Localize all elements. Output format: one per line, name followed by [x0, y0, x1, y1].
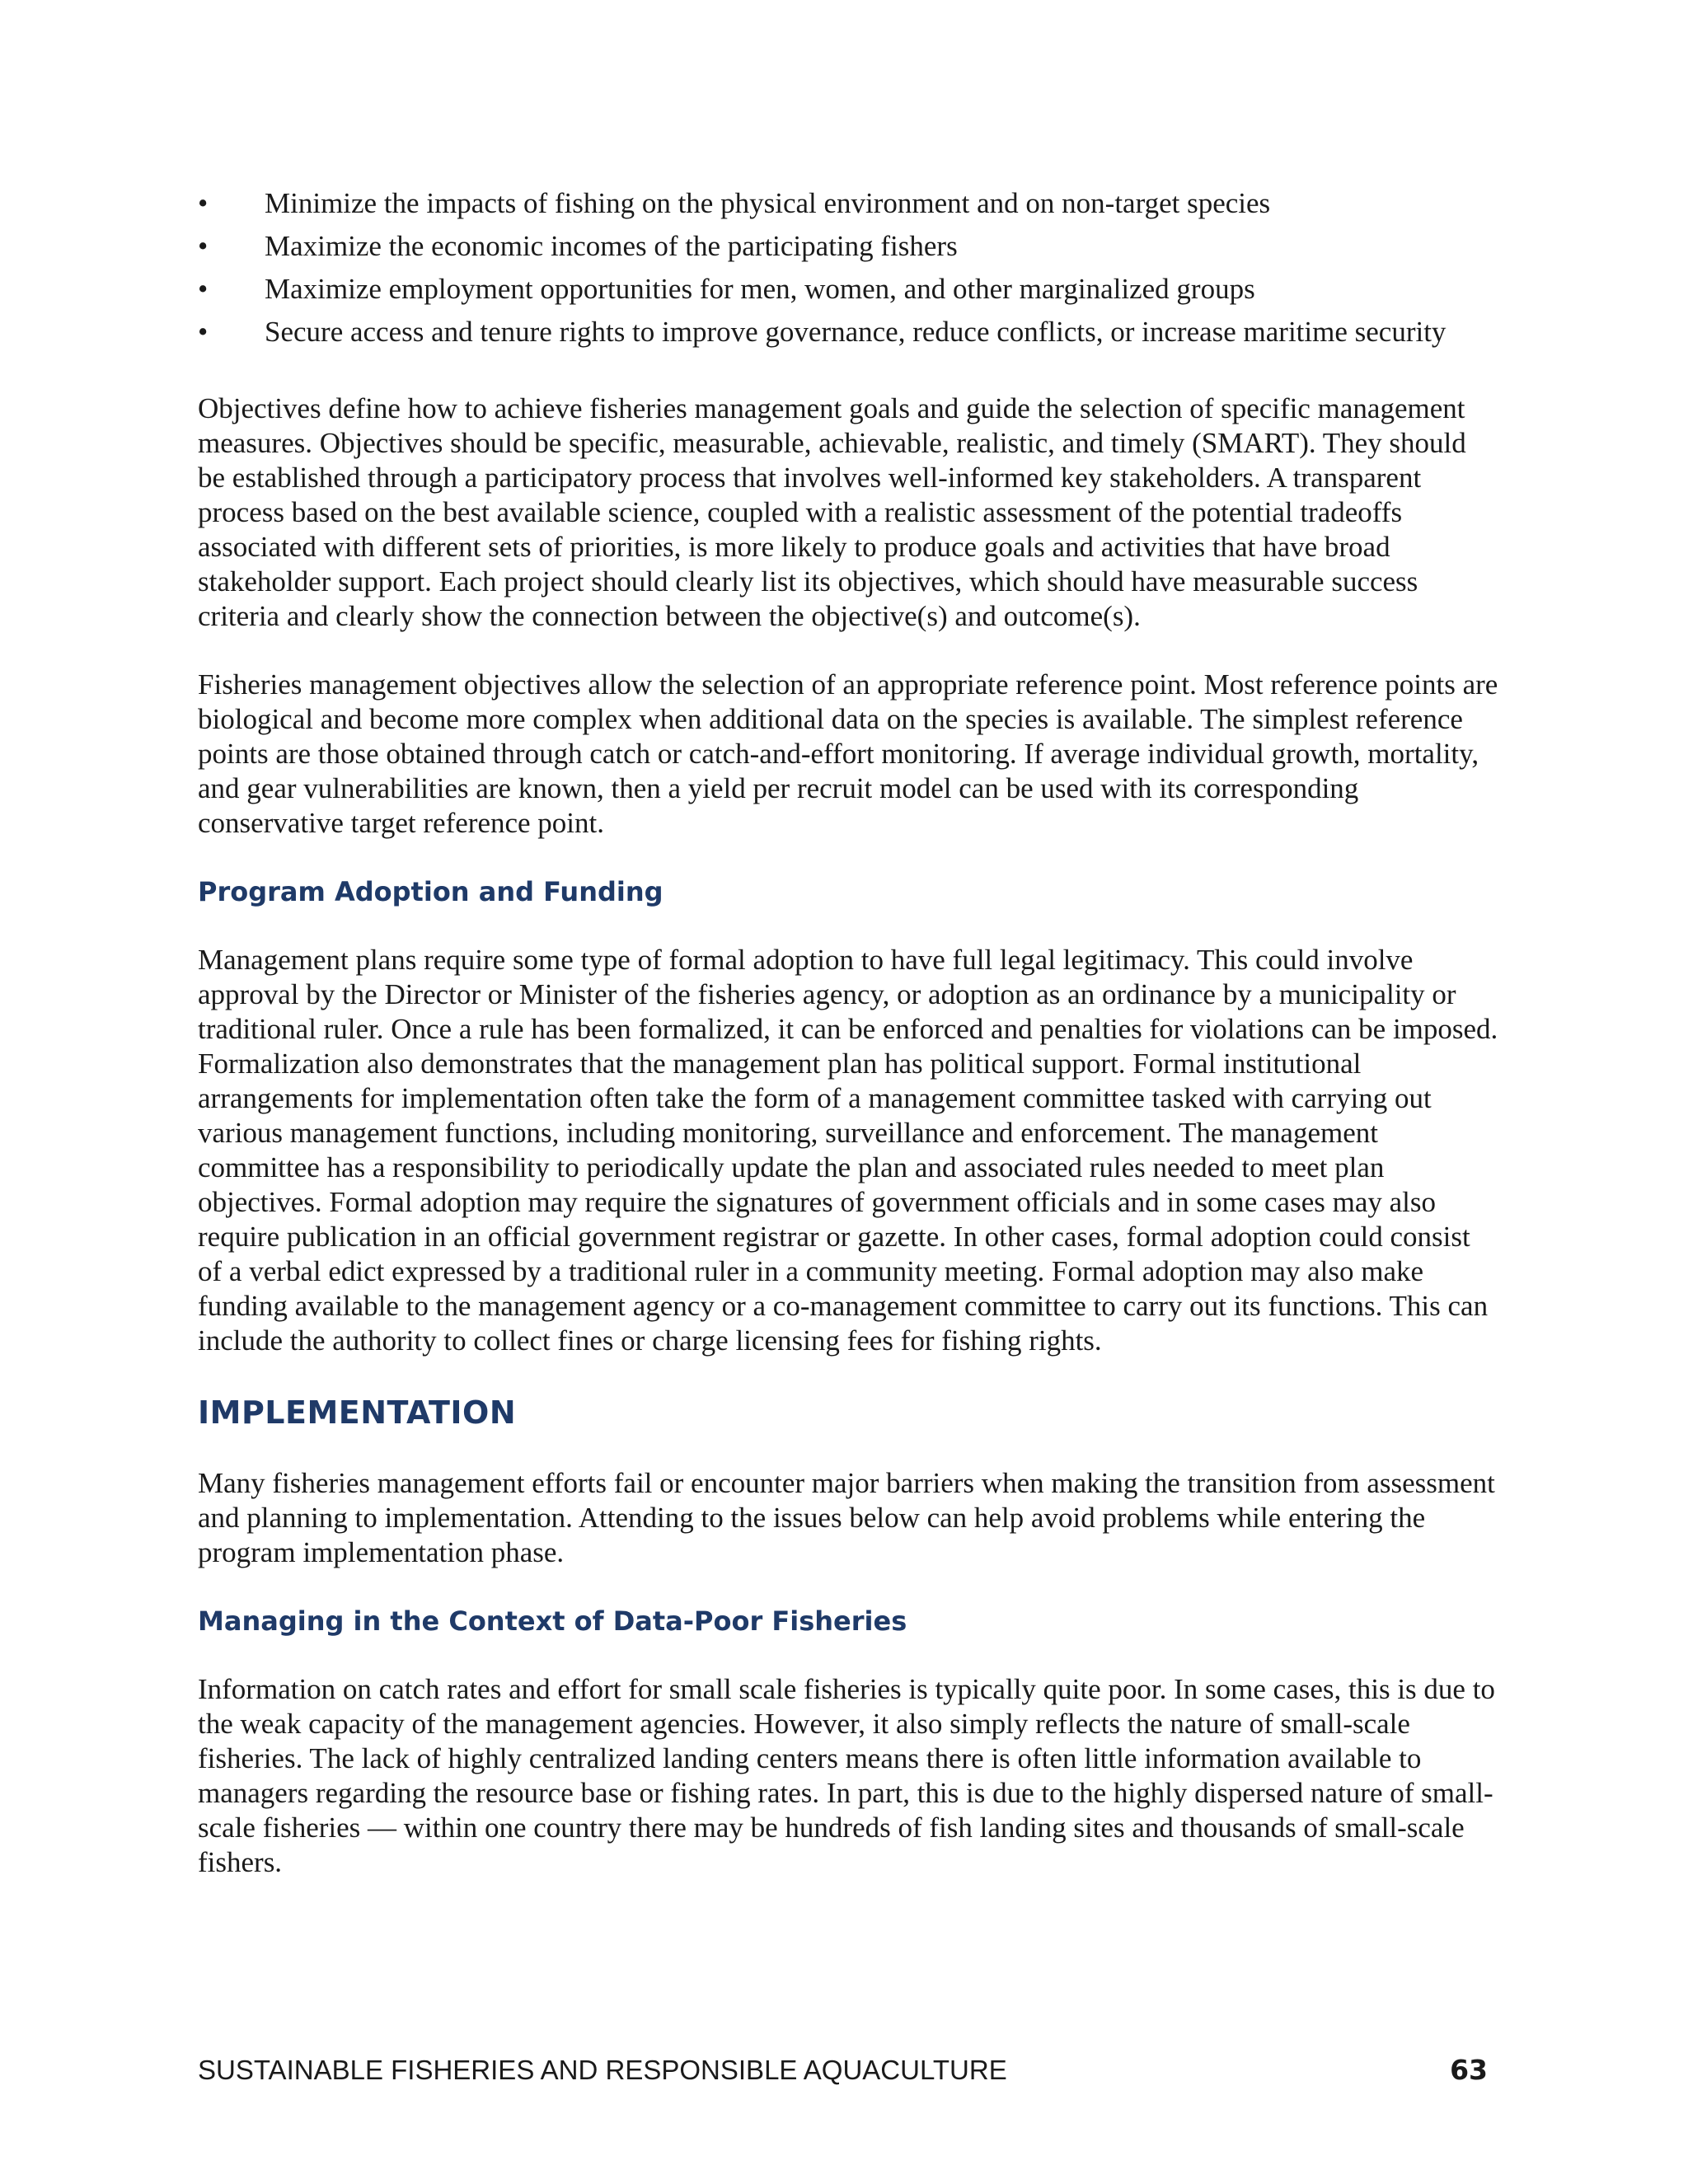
heading-implementation: IMPLEMENTATION — [198, 1394, 517, 1431]
objectives-bullet-list — [198, 186, 1500, 349]
paragraph-adoption: Management plans require some type of formal adoption to have full legal legitimacy. This could involve approval by the Director or Minister of the fisheries agency, or adoption as an ordinance by a municipality or traditional ruler. Once a rule has been formalized, it can be enforced and penalties for violations can be imposed. Formalization also demonstrates that the management plan has political support. Formal institutional arrangements for implementation often take the form of a management committee tasked with carrying out various management functions, including monitoring, surveillance and enforcement. The management committee has a responsibility to periodically update the plan and associated rules needed to meet plan objectives. Formal adoption may require the signatures of government officials and in some cases may also require publication in an official government registrar or gazette. In other cases, formal adoption could consist of a verbal edict expressed by a traditional ruler in a community meeting. Formal adoption may also make funding available to the management agency or a co-management committee to carry out its functions. This can include the authority to collect fines or charge licensing fees for fishing rights. — [198, 944, 1498, 1357]
paragraph-implementation: Many fisheries management efforts fail or encounter major barriers when making the transition from assessment and planning to implementation. Attending to the issues below can help avoid problems while entering the program implementation phase. — [198, 1467, 1495, 1568]
page-number: 63 — [1450, 2054, 1488, 2086]
page-content — [198, 186, 1500, 1880]
paragraph-reference-points: Fisheries management objectives allow the selection of an appropriate reference point. Most reference points are biological and become more complex when additional data on the species is available. The simplest reference points are those obtained through catch or catch-and-effort monitoring. If average individual growth, mortality, and gear vulnerabilities are known, then a yield per recruit model can be used with its corresponding conservative target reference point. — [198, 668, 1498, 839]
bullet-glyph: • — [198, 316, 209, 348]
heading-program-adoption: Program Adoption and Funding — [198, 876, 663, 907]
list-item-text: Secure access and tenure rights to improve governance, reduce conflicts, or increase maritime security — [265, 316, 1447, 348]
paragraph-data-poor: Information on catch rates and effort for small scale fisheries is typically quite poor. In some cases, this is due to the weak capacity of the management agencies. However, it also simply reflects the nature of small-scale fisheries. The lack of highly centralized landing centers means there is often little information available to managers regarding the resource base or fishing rates. In part, this is due to the highly dispersed nature of small-scale fisheries — within one country there may be hundreds of fish landing sites and thousands of small-scale fishers. — [198, 1673, 1495, 1878]
bullet-glyph: • — [198, 230, 209, 262]
heading-data-poor: Managing in the Context of Data-Poor Fisheries — [198, 1605, 907, 1637]
bullet-glyph: • — [198, 273, 209, 305]
list-item-text: Maximize the economic incomes of the participating fishers — [265, 230, 958, 262]
paragraph-objectives: Objectives define how to achieve fisheries management goals and guide the selection of specific management measures. Objectives should be specific, measurable, achievable, realistic, and timely (SMART). They should be established through a participatory process that involves well-informed key stakeholders. A transparent process based on the best available science, coupled with a realistic assessment of the potential tradeoffs associated with different sets of priorities, is more likely to produce goals and activities that have broad stakeholder support. Each project should clearly list its objectives, which should have measurable success criteria and clearly show the connection between the objective(s) and outcome(s). — [198, 392, 1466, 632]
list-item-text: Minimize the impacts of fishing on the physical environment and on non-target species — [265, 187, 1271, 219]
bullet-glyph: • — [198, 187, 209, 219]
list-item-text: Maximize employment opportunities for men, women, and other marginalized groups — [265, 273, 1255, 305]
footer-title: SUSTAINABLE FISHERIES AND RESPONSIBLE AQUACULTURE — [198, 2055, 1007, 2085]
list-item — [198, 229, 1500, 264]
list-item — [198, 272, 1500, 307]
list-item — [198, 315, 1500, 349]
page-footer — [198, 2054, 1488, 2086]
list-item — [198, 186, 1500, 221]
